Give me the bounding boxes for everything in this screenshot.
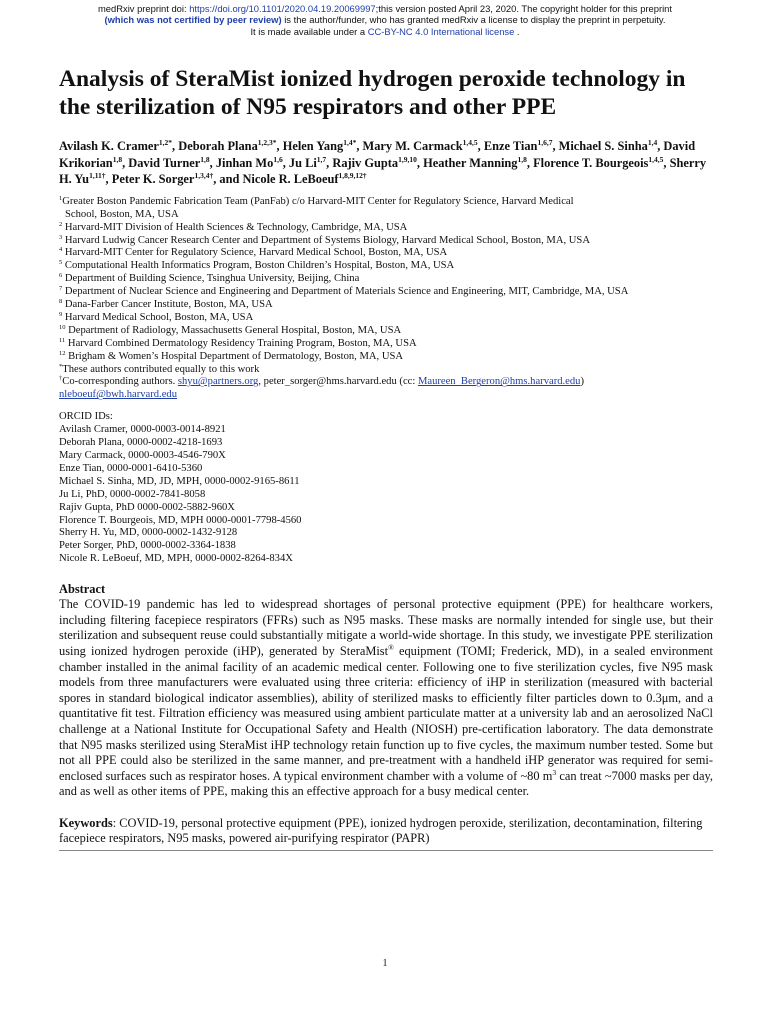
preprint-banner: [0, 3, 770, 37]
affiliation-8: $^8$ Dana-Farber Cancer Institute, Boston, MA, USA: [59, 298, 273, 311]
email-link-bergeron[interactable]: Maureen_Bergeron@hms.harvard.edu: [417, 376, 581, 388]
keywords: [59, 816, 713, 851]
author: Jinhan Mo$^{1,6}$: [215, 154, 283, 170]
author: Rajiv Gupta$^{1,9,10}$: [332, 154, 417, 170]
orcid-line: Rajiv Gupta, PhD 0000-0002-5882-960X: [59, 501, 235, 513]
author: Enze Tian$^{1,6,7}$: [483, 138, 553, 153]
corresponding-authors-note-cont: [59, 389, 713, 402]
orcid-header: ORCID IDs:: [59, 411, 113, 423]
banner-line-2: (which was not certified by peer review) is the author/funder, who has granted medRxiv a license to display the preprint in perpetuity.: [104, 14, 666, 26]
email-link-nleboeuf[interactable]: nleboeuf@bwh.harvard.edu: [59, 389, 178, 401]
author: Michael S. Sinha$^{1,4}$: [558, 138, 658, 153]
orcid-line: Enze Tian, 0000-0001-6410-5360: [59, 462, 203, 474]
affiliation-4: $^4$ Harvard-MIT Center for Regulatory Science, Harvard Medical School, Boston, MA, USA: [59, 246, 448, 259]
affiliation-5: $^5$ Computational Health Informatics Program, Boston Children’s Hospital, Boston, MA, USA: [59, 259, 455, 272]
orcid-line: Deborah Plana, 0000-0002-4218-1693: [59, 437, 223, 449]
orcid-line: Mary Carmack, 0000-0003-4546-790X: [59, 450, 226, 461]
affiliation-3: $^3$ Harvard Ludwig Cancer Research Center and Department of Systems Biology, Harvard Medical School, Boston, MA, USA: [59, 233, 590, 246]
keywords-text: : COVID-19, personal protective equipment (PPE), ionized hydrogen peroxide, sterilization, decontamination, filtering facepiece respirators, N95 masks, powered air-purifying respirator (PAPR): [59, 815, 703, 846]
corresponding-authors-note: †Co-corresponding authors. shyu@partners.org, peter_sorger@hms.harvard.edu (cc: Maureen_Bergeron@hms.harvard.edu): [59, 375, 585, 388]
author: Helen Yang$^{1,4*}$: [282, 138, 357, 153]
affiliation-9: $^9$ Harvard Medical School, Boston, MA, USA: [59, 310, 254, 323]
author: Avilash K. Cramer$^{1,2*}$: [59, 138, 173, 153]
equal-contribution-note: *These authors contributed equally to this work: [59, 362, 260, 375]
author: Florence T. Bourgeois$^{1,4,5}$: [533, 154, 664, 170]
email-link-shyu[interactable]: shyu@partners.org: [177, 376, 259, 388]
paper-title: Analysis of SteraMist ionized hydrogen peroxide technology in the sterilization of N95 respirators and other PPE: [59, 66, 686, 120]
page-number: 1: [382, 958, 388, 969]
license-link[interactable]: CC-BY-NC 4.0 International license: [367, 25, 515, 37]
banner-line-3: It is made available under a CC-BY-NC 4.0 International license .: [250, 25, 520, 37]
orcid-line: Peter Sorger, PhD, 0000-0002-3364-1838: [59, 540, 236, 552]
affiliation-1-cont: School, Boston, MA, USA: [65, 208, 179, 220]
abstract-body: The COVID-19 pandemic has led to widespread shortages of personal protective equipment (PPE) for healthcare workers, including filtering facepiece respirators (FFRs) such as N95 masks. These masks are normally intended for single use, but their sterilization and subsequent reuse could substantially mitigate a world-wide shortage. In this study, we investigate PPE sterilization using ionized hydrogen peroxide (iHP), generated by SteraMist® equipment (TOMI; Frederick, MD), in a sealed environment chamber installed in the animal facility of an academic medical center. Following one to five sterilization cycles, five N95 mask models from three manufacturers were evaluated using three criteria: efficiency of iHP in sterilization (measured with bacterial spores in standard biological indicator assemblies), ability of sterilized masks to efficiently filter particles down to 0.3μm, and a quantitative fit test. Filtration efficiency was measured using ambient particulate matter at a university lab and an aerosolized NaCl challenge at a National Institute for Occupational Safety and Health (NIOSH) pre-certification laboratory. The data demonstrate that N95 masks sterilized using SteraMist iHP technology retain function up to five cycles, the maximum number tested. Some but not all PPE could also be sterilized in the same manner, and pre-treatment with a handheld iHP generator was required for semi-enclosed surfaces such as respirator hoses. A typical environment chamber with a volume of ~80 $m^3$ can treat ~7000 masks per day, and as well as other items of PPE, making this an effective approach for a busy medical center.: [59, 597, 713, 799]
doi-link[interactable]: https://doi.org/10.1101/2020.04.19.20069997: [189, 3, 376, 14]
banner-line-1: medRxiv preprint doi: https://doi.org/10.1101/2020.04.19.20069997;this version posted April 23, 2020. The copyright holder for this preprint: [98, 3, 672, 14]
author: Mary M. Carmack$^{1,4,5}$: [362, 138, 478, 153]
orcid-line: Sherry H. Yu, MD, 0000-0002-1432-9128: [59, 527, 238, 539]
orcid-line: Michael S. Sinha, MD, JD, MPH, 0000-0002-9165-8611: [59, 475, 300, 487]
author: Peter K. Sorger$^{1,3,4\dagger}$: [111, 171, 214, 187]
author: Sherry H. $Yu^{1,11\dagger}$: [59, 155, 707, 187]
orcid-line: Ju Li, PhD, 0000-0002-7841-8058: [59, 488, 206, 500]
affiliation-7: $^7$ Department of Nuclear Science and Engineering and Department of Materials Science and Engineering, MIT, Cambridge, MA, USA: [59, 285, 629, 298]
paper-page: [59, 66, 713, 851]
author: Deborah Plana$^{1,2,3*}$: [178, 138, 277, 153]
orcid-list: [59, 411, 713, 566]
affiliation-1: $^1$Greater Boston Pandemic Fabrication Team (PanFab) c/o Harvard-MIT Center for Regulatory Science, Harvard Medical: [59, 194, 574, 207]
orcid-line: Nicole R. LeBoeuf, MD, MPH, 0000-0002-8264-834X: [59, 553, 293, 565]
affiliation-6: $^6$ Department of Building Science, Tsinghua University, Beijing, China: [59, 272, 360, 285]
author: David Krikorian$^{1,8}$: [59, 139, 696, 170]
author: David Turner$^{1,8}$: [128, 154, 210, 170]
orcid-line: Florence T. Bourgeois, MD, MPH 0000-0001-7798-4560: [59, 514, 302, 526]
author: Nicole R. LeBoeuf$^{1,8,9,12\dagger}$: [242, 171, 367, 187]
author: Ju Li$^{1,7}$: [288, 154, 327, 170]
affiliation-12: $^{12}$ Brigham & Women’s Hospital Department of Dermatology, Boston, MA, USA: [59, 349, 404, 362]
affiliation-10: $^{10}$ Department of Radiology, Massachusetts General Hospital, Boston, MA, USA: [59, 323, 402, 336]
author: Heather Manning$^{1,8}$: [423, 154, 527, 170]
abstract-heading: Abstract: [59, 582, 106, 597]
affiliations: [59, 196, 713, 403]
affiliation-11: $^{11}$ Harvard Combined Dermatology Residency Training Program, Boston, MA, USA: [59, 336, 417, 349]
affiliation-2: $^2$ Harvard-MIT Division of Health Sciences & Technology, Cambridge, MA, USA: [59, 220, 408, 233]
keywords-label: Keywords: [59, 815, 113, 830]
orcid-line: Avilash Cramer, 0000-0003-0014-8921: [59, 424, 226, 436]
author-list: Avilash K. Cramer$^{1,2*}$, Deborah Plana$^{1,2,3*}$, Helen Yang$^{1,4*}$, Mary M. Carmack$^{1,4,5}$, Enze Tian$^{1,6,7}$, Michael S. Sinha$^{1,4}$, David Krikorian$^{1,8}$, David Turner$^{1,8}$, Jinhan Mo$^{1,6}$, Ju Li$^{1,7}$, Rajiv Gupta$^{1,9,10}$, Heather Manning$^{1,8}$, Florence T. Bourgeois$^{1,4,5}$, Sherry H. $Yu^{1,11\dagger}$, Peter K. Sorger$^{1,3,4\dagger}$, and Nicole R. LeBoeuf$^{1,8,9,12\dagger}$: [59, 138, 707, 187]
